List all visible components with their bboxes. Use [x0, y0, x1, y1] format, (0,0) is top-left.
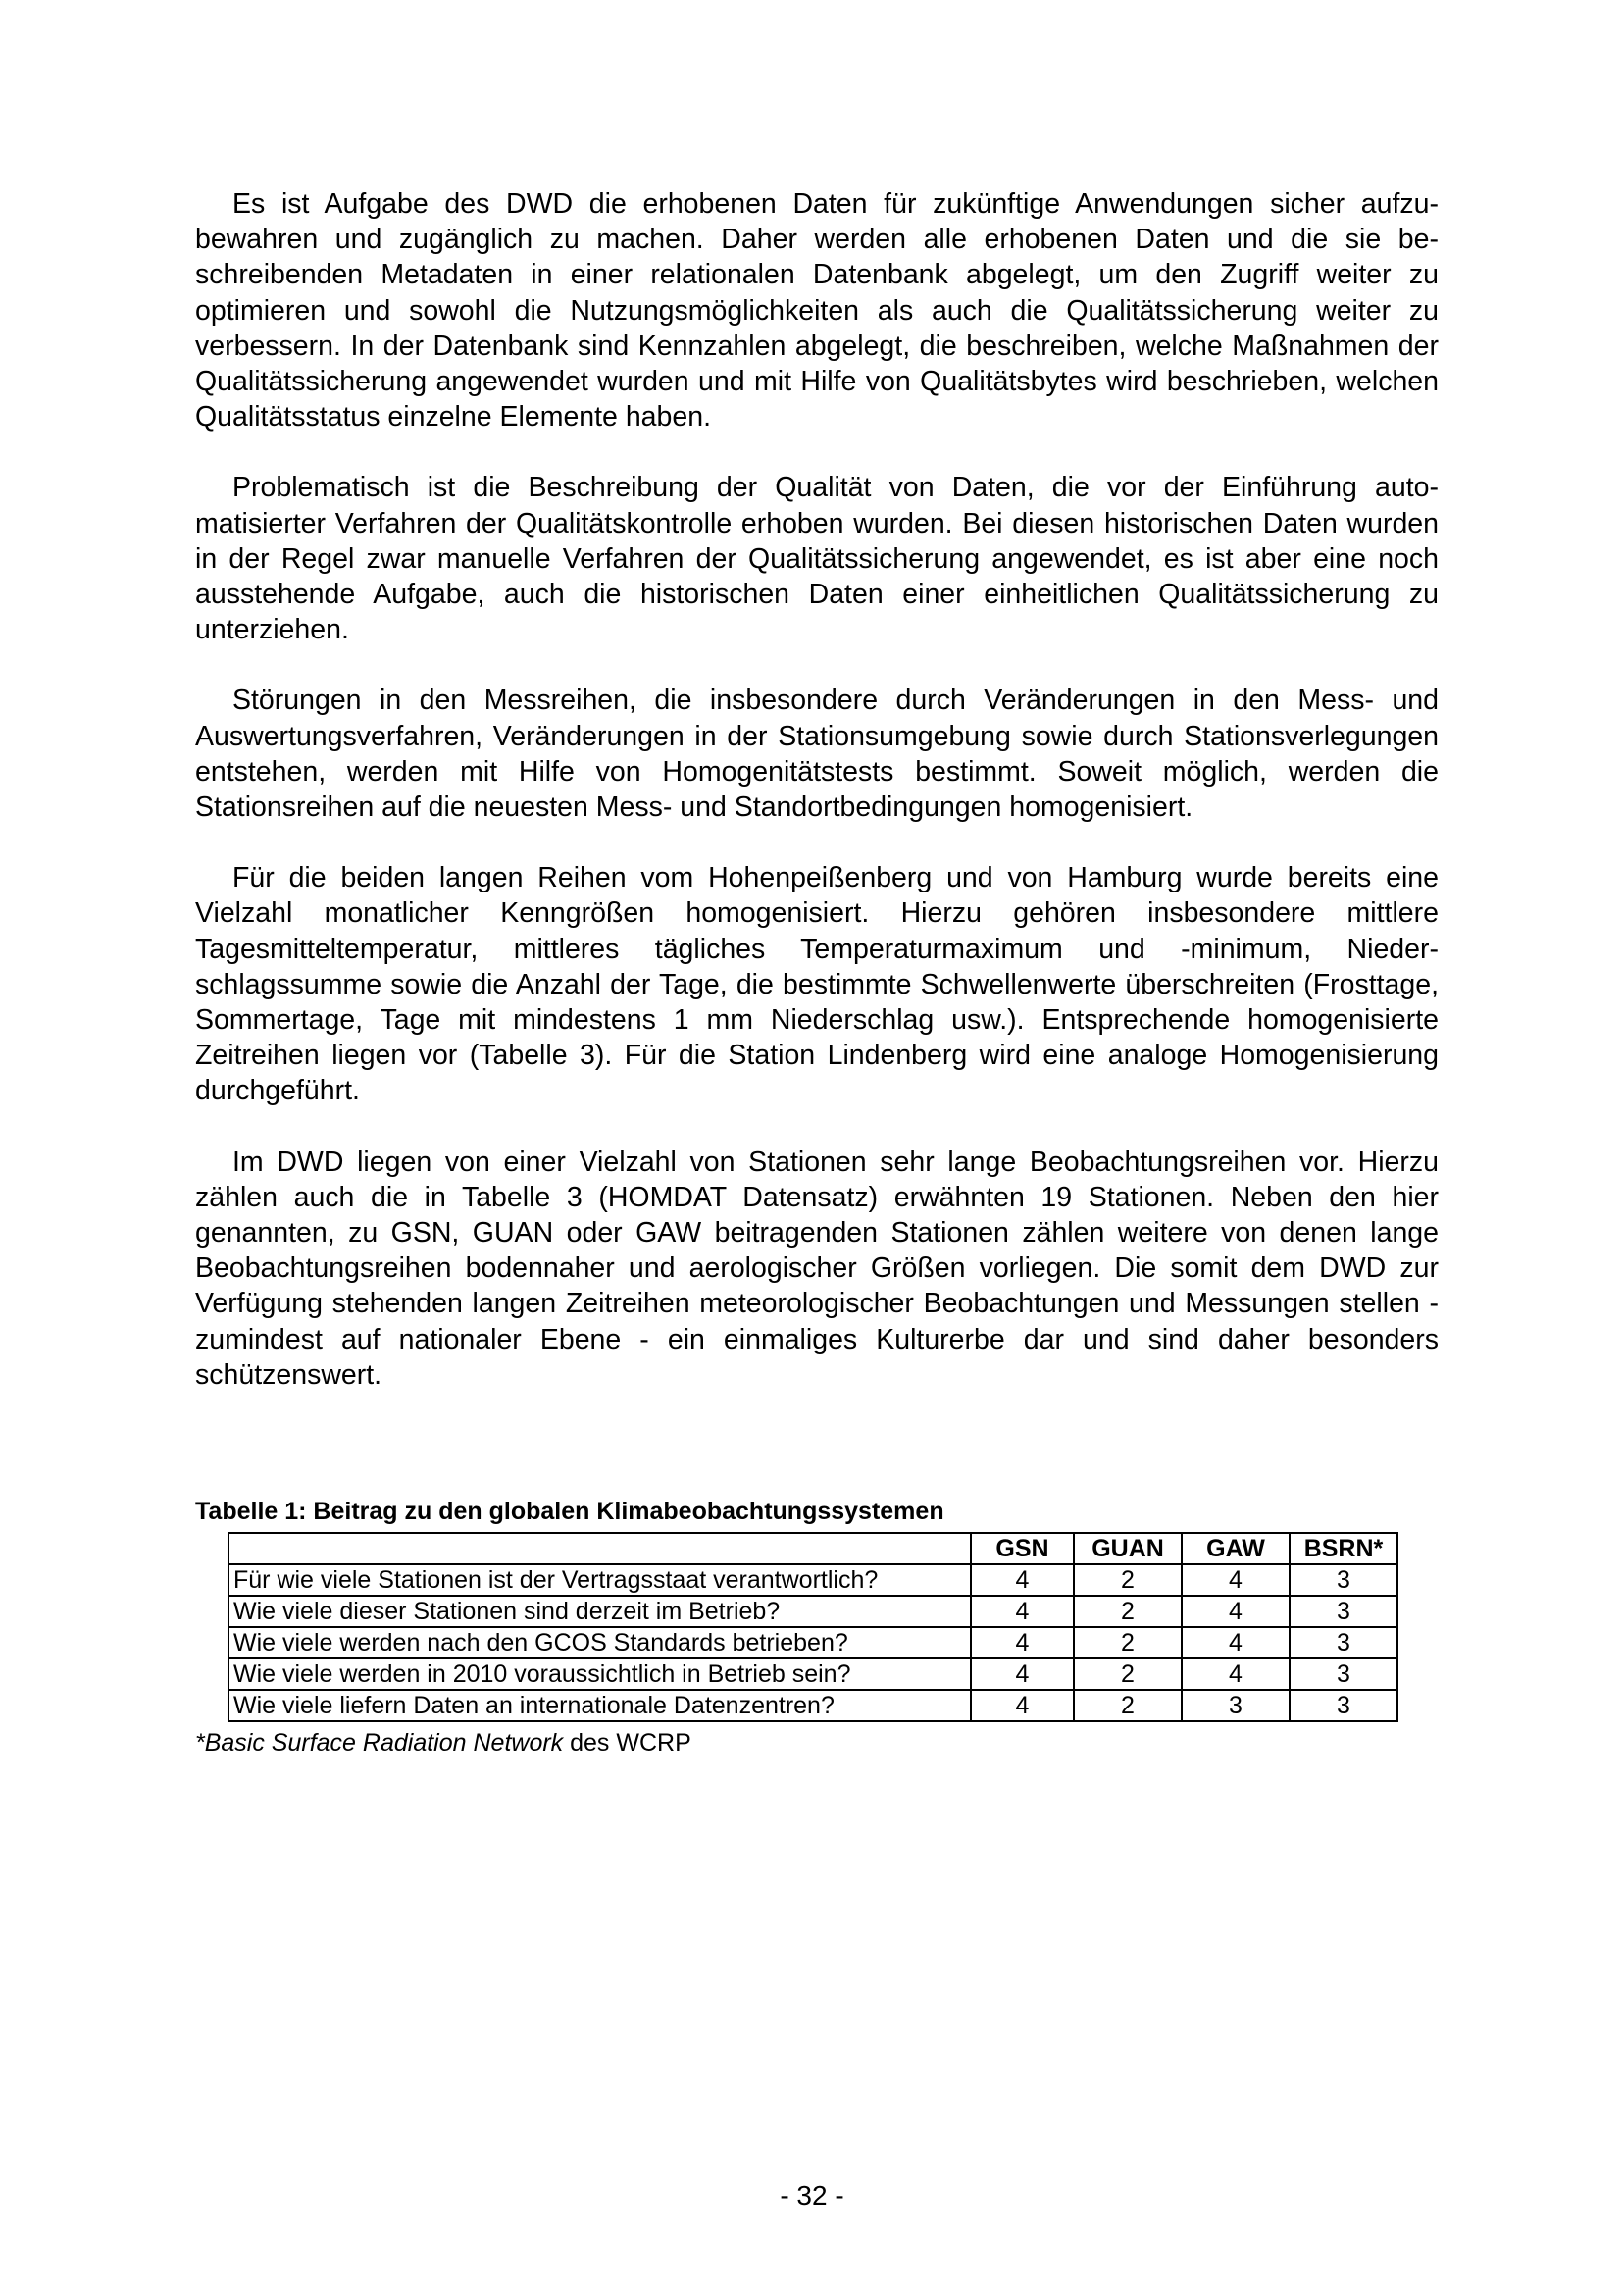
question-cell: Wie viele dieser Stationen sind derzeit im Betrieb? — [228, 1596, 971, 1627]
value-cell-bsrn: 3 — [1290, 1690, 1397, 1721]
table-row — [228, 1627, 1397, 1658]
question-cell: Wie viele werden nach den GCOS Standards betrieben? — [228, 1627, 971, 1658]
value-cell-bsrn: 3 — [1290, 1627, 1397, 1658]
value-cell-gaw: 4 — [1182, 1627, 1290, 1658]
paragraph-5: Im DWD liegen von einer Vielzahl von Stationen sehr lange Beobachtungsreihen vor. Hierzu zählen auch die in Tabelle 3 (HOMDAT Datensatz) erwähnten 19 Stationen. Neben den hier genannten, zu GSN, GUAN oder GAW beitragenden Stationen zählen weitere von denen lange Beobachtungsreihen bodennaher und aerologischer Größen vorliegen. Die somit dem DWD zur Verfügung stehenden langen Zeitreihen meteorologischer Beobachtungen und Messungen stellen - zumindest auf nationaler Ebene - ein einmaliges Kulturerbe dar und sind daher besonders schützenswert. — [195, 1146, 1439, 1391]
body-text — [195, 186, 1439, 1428]
paragraph-1: Es ist Aufgabe des DWD die erhobenen Daten für zukünftige Anwendungen sicher aufzubewahren und zugänglich zu machen. Daher werden alle erhobenen Daten und die sie beschreibenden Metadaten in einer relationalen Datenbank abgelegt, um den Zugriff weiter zu optimieren und sowohl die Nutzungsmöglichkeiten als auch die Qualitätssicherung weiter zu verbessern. In der Datenbank sind Kennzahlen abgelegt, die beschreiben, welche Maßnahmen der Qualitätssicherung angewendet wurden und mit Hilfe von Qualitätsbytes wird beschrieben, welchen Qualitätsstatus einzelne Elemente haben. — [195, 188, 1439, 433]
footnote-suffix: des WCRP — [563, 1729, 691, 1757]
value-cell-gaw: 4 — [1182, 1596, 1290, 1627]
value-cell-bsrn: 3 — [1290, 1596, 1397, 1627]
value-cell-guan: 2 — [1074, 1658, 1182, 1690]
value-cell-guan: 2 — [1074, 1690, 1182, 1721]
header-cell-empty — [228, 1533, 971, 1564]
value-cell-gaw: 4 — [1182, 1564, 1290, 1596]
table-row — [228, 1690, 1397, 1721]
value-cell-gaw: 4 — [1182, 1658, 1290, 1690]
value-cell-bsrn: 3 — [1290, 1658, 1397, 1690]
paragraph-2: Problematisch ist die Beschreibung der Qualität von Daten, die vor der Einführung automatisierter Verfahren der Qualitätskontrolle erhoben wurden. Bei diesen historischen Daten wurden in der Regel zwar manuelle Verfahren der Qualitätssicherung angewendet, es ist aber eine noch ausstehende Aufgabe, auch die historischen Daten einer einheitlichen Qualitätssicherung zu unterziehen. — [195, 472, 1439, 646]
question-cell: Wie viele liefern Daten an internationale Datenzentren? — [228, 1690, 971, 1721]
paragraph-4: Für die beiden langen Reihen vom Hohenpeißenberg und von Hamburg wurde bereits eine Vielzahl monatlicher Kenngrößen homogenisiert. Hierzu gehören insbesondere mittlere Tagesmitteltemperatur, mittleres tägliches Temperaturmaximum und -minimum, Niederschlagssumme sowie die Anzahl der Tage, die bestimmte Schwellenwerte überschreiten (Frosttage, Sommertage, Tage mit mindestens 1 mm Niederschlag usw.). Entsprechende homogenisierte Zeitreihen liegen vor (Tabelle 3). Für die Station Lindenberg wird eine analoge Homogenisierung durchgeführt. — [195, 862, 1439, 1107]
value-cell-gsn: 4 — [971, 1658, 1074, 1690]
table-row — [228, 1596, 1397, 1627]
header-cell-bsrn: BSRN* — [1290, 1533, 1397, 1564]
paragraph-3: Störungen in den Messreihen, die insbesondere durch Veränderungen in den Mess- und Auswertungsverfahren, Veränderungen in der Stationsumgebung sowie durch Stationsverlegungen entstehen, werden mit Hilfe von Homogenitätstests bestimmt. Soweit möglich, werden die Stationsreihen auf die neuesten Mess- und Standortbedingungen homogenisiert. — [195, 685, 1439, 824]
value-cell-guan: 2 — [1074, 1564, 1182, 1596]
footnote-network-name: *Basic Surface Radiation Network — [195, 1729, 564, 1757]
value-cell-gaw: 3 — [1182, 1690, 1290, 1721]
page-number: - 32 - — [780, 2180, 844, 2211]
value-cell-gsn: 4 — [971, 1627, 1074, 1658]
table-header-row — [228, 1533, 1397, 1564]
header-cell-guan: GUAN — [1074, 1533, 1182, 1564]
value-cell-guan: 2 — [1074, 1627, 1182, 1658]
header-cell-gaw: GAW — [1182, 1533, 1290, 1564]
table-row — [228, 1564, 1397, 1596]
header-cell-gsn: GSN — [971, 1533, 1074, 1564]
table-caption: Tabelle 1: Beitrag zu den globalen Klimabeobachtungssystemen — [195, 1498, 944, 1525]
value-cell-gsn: 4 — [971, 1596, 1074, 1627]
question-cell: Wie viele werden in 2010 voraussichtlich in Betrieb sein? — [228, 1658, 971, 1690]
gcos-table — [228, 1532, 1398, 1722]
table-section — [195, 1497, 1411, 1758]
question-cell: Für wie viele Stationen ist der Vertragsstaat verantwortlich? — [228, 1564, 971, 1596]
value-cell-gsn: 4 — [971, 1564, 1074, 1596]
value-cell-bsrn: 3 — [1290, 1564, 1397, 1596]
value-cell-gsn: 4 — [971, 1690, 1074, 1721]
table-row — [228, 1658, 1397, 1690]
table-footnote — [195, 1728, 1411, 1758]
value-cell-guan: 2 — [1074, 1596, 1182, 1627]
